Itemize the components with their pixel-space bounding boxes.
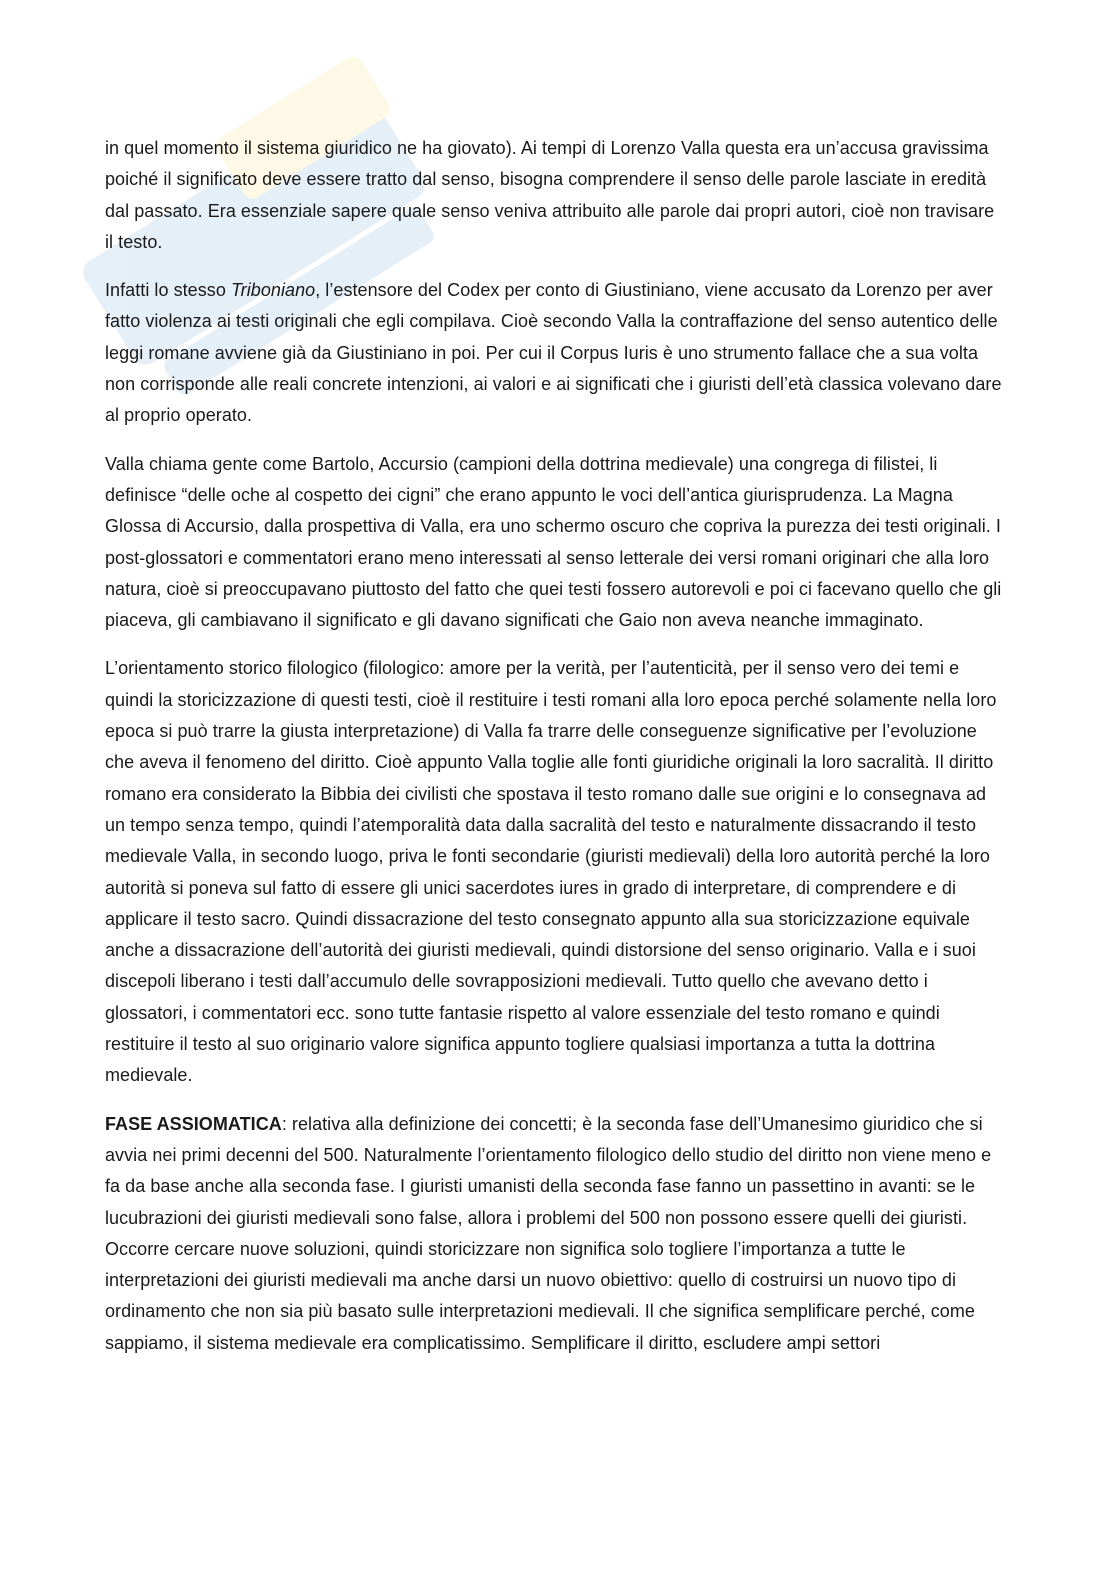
paragraph-2 bbox=[105, 275, 1005, 431]
paragraph-5-body: : relativa alla definizione dei concetti; è la seconda fase dell’Umanesimo giuridico che si avvia nei primi decenni del 500. Naturalmente l’orientamento filologico dello studio del diritto non viene meno e fa da base anche alla seconda fase. I giuristi umanisti della seconda fase fanno un passettino in avanti: se le lucubrazioni dei giuristi medievali sono false, allora i problemi del 500 non possono essere quelli dei giuristi. Occorre cercare nuove soluzioni, quindi storicizzare non significa solo togliere l’importanza a tutte le interpretazioni dei giuristi medievali ma anche darsi un nuovo obiettivo: quello di costruirsi un nuovo tipo di ordinamento che non sia più basato sulle interpretazioni medievali. Il che significa semplificare perché, come sappiamo, il sistema medievale era complicatissimo. Semplificare il diritto, escludere ampi settori bbox=[105, 1113, 992, 1353]
paragraph-2-end: , l’estensore del Codex per conto di Giustiniano, viene accusato da Lorenzo per aver fatto violenza ai testi originali che egli compilava. Cioè secondo Valla la contraffazione del senso autentico delle leggi romane avviene già da Giustiniano in poi. Per cui il Corpus Iuris è uno strumento fallace che a sua volta non corrisponde alle reali concrete intenzioni, ai valori e ai significati che i giuristi dell’età classica volevano dare al proprio operato. bbox=[105, 280, 1002, 426]
document-page bbox=[105, 133, 1005, 1376]
paragraph-4: L’orientamento storico filologico (filologico: amore per la verità, per l’autenticità, per il senso vero dei temi e quindi la storicizzazione di questi testi, cioè il restituire i testi romani alla loro epoca perché solamente nella loro epoca si può trarre la giusta interpretazione) di Valla fa trarre delle conseguenze significative per l’evoluzione che aveva il fenomeno del diritto. Cioè appunto Valla toglie alle fonti giuridiche originali la loro sacralità. Il diritto romano era considerato la Bibbia dei civilisti che spostava il testo romano dalle sue origini e lo consegnava ad un tempo senza tempo, quindi l’atemporalità data dalla sacralità del testo e naturalmente dissacrando il testo medievale Valla, in secondo luogo, priva le fonti secondarie (giuristi medievali) della loro autorità perché la loro autorità si poneva sul fatto di essere gli unici sacerdotes iures in grado di interpretare, di comprendere e di applicare il testo sacro. Quindi dissacrazione del testo consegnato appunto alla sua storicizzazione equivale anche a dissacrazione dell’autorità dei giuristi medievali, quindi distorsione del senso originario. Valla e i suoi discepoli liberano i testi dall’accumulo delle sovrapposizioni medievali. Tutto quello che avevano detto i glossatori, i commentatori ecc. sono tutte fantasie rispetto al valore essenziale del testo romano e quindi restituire il testo al suo originario valore significa appunto togliere qualsiasi importanza a tutta la dottrina medievale. bbox=[105, 658, 997, 1086]
paragraph-5 bbox=[105, 1109, 1005, 1359]
triboniano-italic: Triboniano bbox=[230, 280, 316, 301]
fase-assiomatica-heading: FASE ASSIOMATICA bbox=[105, 1113, 282, 1134]
paragraph-3: Valla chiama gente come Bartolo, Accursio (campioni della dottrina medievale) una congrega di filistei, li definisce “delle oche al cospetto dei cigni” che erano appunto le voci dell’antica giurisprudenza. La Magna Glossa di Accursio, dalla prospettiva di Valla, era uno schermo oscuro che copriva la purezza dei testi originali. I post-glossatori e commentatori erano meno interessati al senso letterale dei versi romani originari che alla loro natura, cioè si preoccupavano piuttosto del fatto che quei testi fossero autorevoli e poi ci facevano quello che gli piaceva, gli cambiavano il significato e gli davano significati che Gaio non aveva neanche immaginato. bbox=[105, 453, 1002, 631]
paragraph-2-start: Infatti lo stesso bbox=[105, 280, 231, 301]
paragraph-1: in quel momento il sistema giuridico ne ha giovato). Ai tempi di Lorenzo Valla questa era un’accusa gravissima poiché il significato deve essere tratto dal senso, bisogna comprendere il senso delle parole lasciate in eredità dal passato. Era essenziale sapere quale senso veniva attribuito alle parole dai propri autori, cioè non travisare il testo. bbox=[105, 138, 995, 252]
